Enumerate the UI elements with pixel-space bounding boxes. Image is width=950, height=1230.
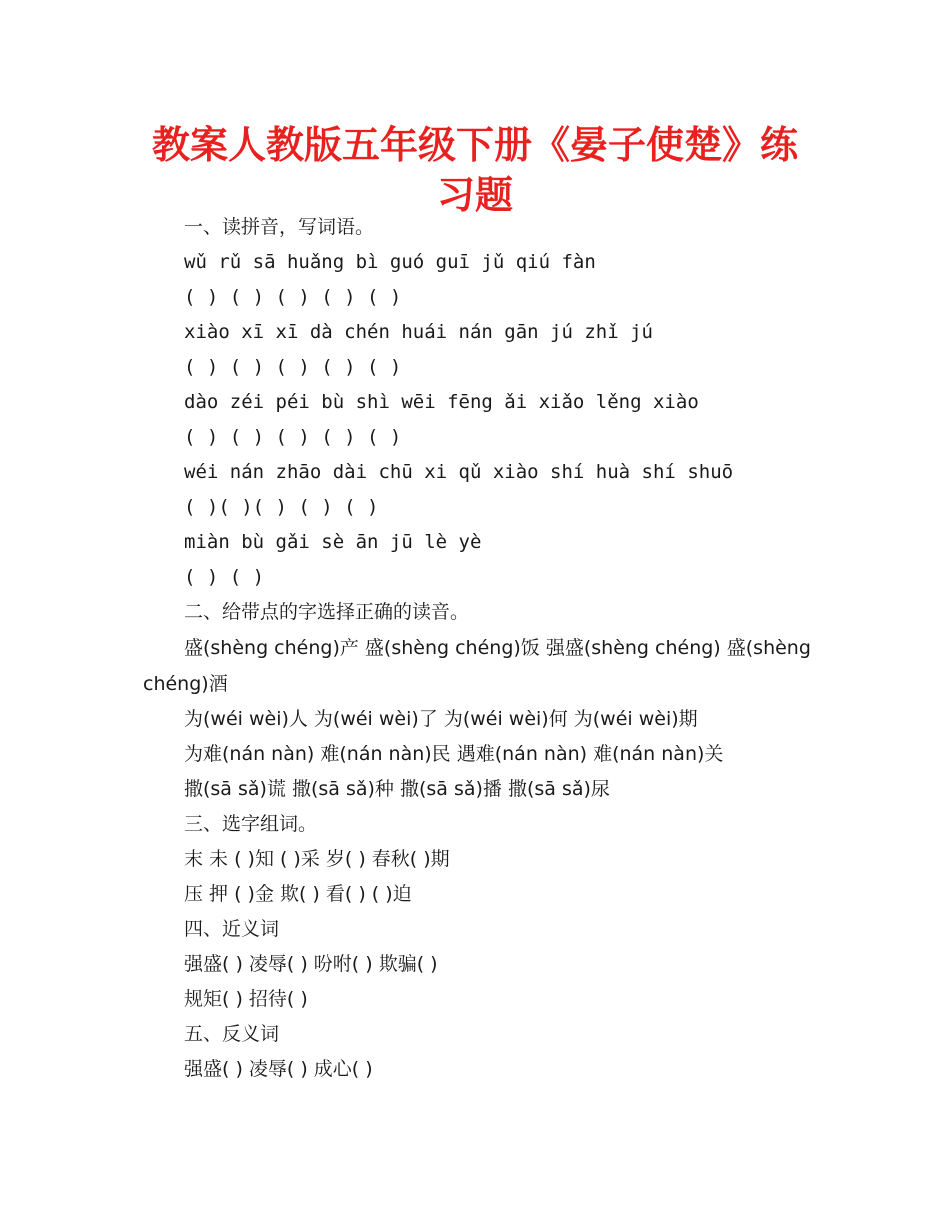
answer-blanks-5: ( ) ( ) bbox=[184, 566, 265, 588]
section-heading-3: 三、选字组词。 bbox=[184, 813, 318, 835]
exercise-body bbox=[143, 210, 815, 1087]
reading-choice-row-1: 盛(shèng chéng)产 盛(shèng chéng)饭 强盛(shèng chéng) 盛(shèng chéng)酒 bbox=[143, 637, 811, 695]
pinyin-row-1: wǔ rǔ sā huǎng bì guó guī jǔ qiú fàn bbox=[184, 251, 596, 273]
pinyin-row-4: wéi nán zhāo dài chū xi qǔ xiào shí huà shí shuō bbox=[184, 461, 734, 483]
section-heading-5: 五、反义词 bbox=[184, 1023, 280, 1045]
pinyin-row-2: xiào xī xī dà chén huái nán gān jú zhǐ jú bbox=[184, 321, 653, 343]
reading-choice-row-4: 撒(sā sǎ)谎 撒(sā sǎ)种 撒(sā sǎ)播 撒(sā sǎ)尿 bbox=[184, 778, 610, 800]
synonym-row-1: 强盛( ) 凌辱( ) 吩咐( ) 欺骗( ) bbox=[184, 953, 438, 975]
word-choice-row-2: 压 押 ( )金 欺( ) 看( ) ( )迫 bbox=[184, 883, 412, 905]
answer-blanks-4: ( )( )( ) ( ) ( ) bbox=[184, 496, 379, 518]
answer-blanks-2: ( ) ( ) ( ) ( ) ( ) bbox=[184, 356, 402, 378]
document-title: 教案人教版五年级下册《晏子使楚》练习题 bbox=[151, 123, 798, 217]
answer-blanks-1: ( ) ( ) ( ) ( ) ( ) bbox=[184, 286, 402, 308]
synonym-row-2: 规矩( ) 招待( ) bbox=[184, 988, 308, 1010]
section-heading-1: 一、读拼音，写词语。 bbox=[184, 216, 375, 238]
word-choice-row-1: 末 未 ( )知 ( )采 岁( ) 春秋( )期 bbox=[184, 848, 450, 870]
reading-choice-row-3: 为难(nán nàn) 难(nán nàn)民 遇难(nán nàn) 难(nán nàn)关 bbox=[184, 743, 724, 765]
section-heading-4: 四、近义词 bbox=[184, 918, 280, 940]
reading-choice-row-2: 为(wéi wèi)人 为(wéi wèi)了 为(wéi wèi)何 为(wéi wèi)期 bbox=[184, 708, 698, 730]
section-heading-2: 二、给带点的字选择正确的读音。 bbox=[184, 601, 470, 623]
answer-blanks-3: ( ) ( ) ( ) ( ) ( ) bbox=[184, 426, 402, 448]
pinyin-row-3: dào zéi péi bù shì wēi fēng ǎi xiǎo lěng xiào bbox=[184, 391, 699, 413]
pinyin-row-5: miàn bù gǎi sè ān jū lè yè bbox=[184, 531, 482, 553]
antonym-row-1: 强盛( ) 凌辱( ) 成心( ) bbox=[184, 1058, 373, 1080]
